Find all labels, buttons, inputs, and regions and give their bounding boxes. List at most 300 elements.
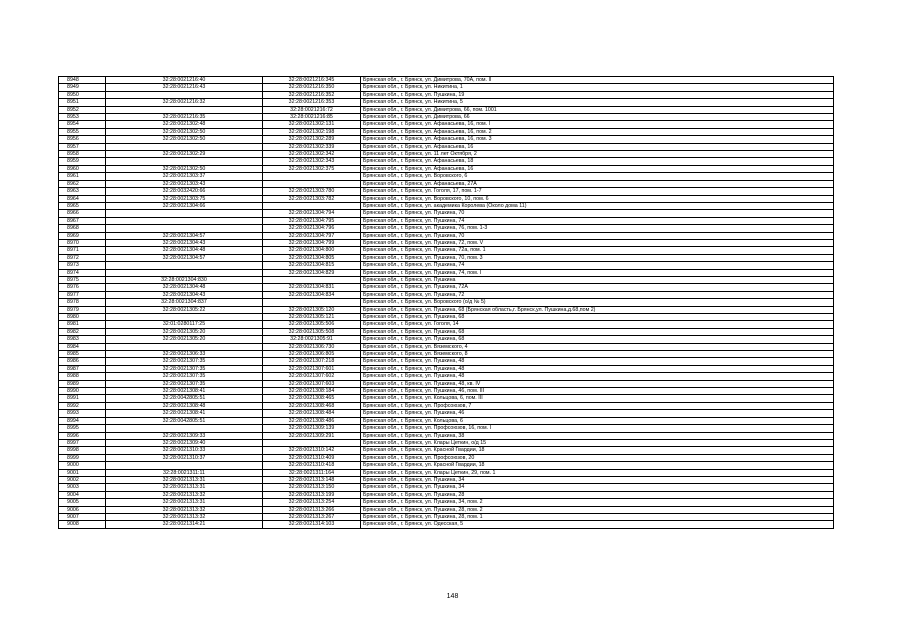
table-row xyxy=(59,217,834,224)
building-number-cell: 32:28:0021304:796 xyxy=(263,225,361,232)
building-number-cell xyxy=(263,180,361,187)
address-cell: Брянская обл., г. Брянск, ул. Пушкина, 68 xyxy=(361,328,834,335)
table-row xyxy=(59,439,834,446)
building-number-cell: 32:28:0021304:805 xyxy=(263,254,361,261)
building-number-cell: 32:28:0021303:782 xyxy=(263,195,361,202)
parcel-number-cell: 32:28:0021311:11 xyxy=(106,469,263,476)
parcel-number-cell: 32:28:0021216:32 xyxy=(106,99,263,106)
row-number-cell: 8977 xyxy=(59,291,106,298)
row-number-cell: 8970 xyxy=(59,239,106,246)
row-number-cell: 8966 xyxy=(59,210,106,217)
table-row xyxy=(59,188,834,195)
parcel-number-cell: 32:28:0021304:830 xyxy=(106,276,263,283)
address-cell: Брянская обл., г. Брянск, ул. Пушкина, 19 xyxy=(361,91,834,98)
row-number-cell: 8995 xyxy=(59,425,106,432)
address-cell: Брянская обл., г. Брянск, ул. Пушкина, 34 xyxy=(361,484,834,491)
row-number-cell: 8974 xyxy=(59,269,106,276)
table-row xyxy=(59,276,834,283)
parcel-number-cell xyxy=(106,225,263,232)
address-cell: Брянская обл., г. Брянск, ул. Воровского, 10, пом. 6 xyxy=(361,195,834,202)
row-number-cell: 9008 xyxy=(59,521,106,528)
table-row xyxy=(59,106,834,113)
row-number-cell: 8988 xyxy=(59,373,106,380)
address-cell: Брянская обл., г. Брянск, ул. Пушкина, 72а, пом. 1 xyxy=(361,247,834,254)
building-number-cell: 32:28:0021313:266 xyxy=(263,506,361,513)
address-cell: Брянская обл., г. Брянск, ул. Афанасьева, 16, пом. 3 xyxy=(361,136,834,143)
building-number-cell: 32:28:0021307:601 xyxy=(263,365,361,372)
table-row xyxy=(59,239,834,246)
building-number-cell: 32:28:0021302:131 xyxy=(263,121,361,128)
building-number-cell: 32:28:0021304:834 xyxy=(263,291,361,298)
parcel-number-cell xyxy=(106,262,263,269)
row-number-cell: 9000 xyxy=(59,462,106,469)
building-number-cell xyxy=(263,173,361,180)
parcel-number-cell: 32:28:0021309:33 xyxy=(106,432,263,439)
building-number-cell: 32:28:0021310:409 xyxy=(263,454,361,461)
table-row xyxy=(59,84,834,91)
building-number-cell: 32:28:0021302:289 xyxy=(263,136,361,143)
table-row xyxy=(59,513,834,520)
parcel-number-cell: 32:28:0021304:66 xyxy=(106,202,263,209)
address-cell: Брянская обл., г. Брянск, ул. Пушкина, 34 xyxy=(361,476,834,483)
building-number-cell: 32:28:0021216:352 xyxy=(263,91,361,98)
row-number-cell: 8957 xyxy=(59,143,106,150)
table-row xyxy=(59,417,834,424)
parcel-number-cell: 32:28:0021304:48 xyxy=(106,284,263,291)
page-number: 148 xyxy=(446,593,459,600)
row-number-cell: 8981 xyxy=(59,321,106,328)
parcel-number-cell: 32:28:0021302:48 xyxy=(106,121,263,128)
parcel-number-cell xyxy=(106,314,263,321)
building-number-cell: 32:28:0021309:139 xyxy=(263,425,361,432)
address-cell: Брянская обл., г. Брянск, ул. Клары Цеткин, о/д 15 xyxy=(361,439,834,446)
building-number-cell: 32:28:0021304:800 xyxy=(263,247,361,254)
row-number-cell: 8978 xyxy=(59,299,106,306)
parcel-number-cell: 32:28:0021303:75 xyxy=(106,195,263,202)
parcel-number-cell: 32:28:0021216:43 xyxy=(106,84,263,91)
table-row xyxy=(59,425,834,432)
parcel-number-cell xyxy=(106,106,263,113)
address-cell: Брянская обл., г. Брянск, ул. Пушкина, 28, пом. 2 xyxy=(361,506,834,513)
table-row xyxy=(59,165,834,172)
table-row xyxy=(59,388,834,395)
address-cell: Брянская обл., г. Брянск, ул. Пушкина, 74 xyxy=(361,262,834,269)
address-cell: Брянская обл., г. Брянск, ул. Кольцова, 6 xyxy=(361,417,834,424)
row-number-cell: 9001 xyxy=(59,469,106,476)
address-cell: Брянская обл., г. Брянск, ул. Пушкина, 74, пом. I xyxy=(361,269,834,276)
address-cell: Брянская обл., г. Брянск, ул. 11 лет Октября, 2 xyxy=(361,151,834,158)
building-number-cell: 32:28:0021216:85 xyxy=(263,114,361,121)
row-number-cell: 9007 xyxy=(59,513,106,520)
parcel-number-cell: 32:28:0021216:40 xyxy=(106,77,263,84)
row-number-cell: 8955 xyxy=(59,128,106,135)
building-number-cell: 32:28:0021307:218 xyxy=(263,358,361,365)
row-number-cell: 8950 xyxy=(59,91,106,98)
parcel-number-cell: 32:28:0021310:33 xyxy=(106,447,263,454)
table-row xyxy=(59,180,834,187)
parcel-number-cell: 32:28:0021307:35 xyxy=(106,365,263,372)
row-number-cell: 8965 xyxy=(59,202,106,209)
parcel-number-cell: 32:28:0021308:48 xyxy=(106,402,263,409)
table-row xyxy=(59,365,834,372)
row-number-cell: 8953 xyxy=(59,114,106,121)
row-number-cell: 8960 xyxy=(59,165,106,172)
table-row xyxy=(59,202,834,209)
row-number-cell: 8954 xyxy=(59,121,106,128)
row-number-cell: 8971 xyxy=(59,247,106,254)
address-cell: Брянская обл., г. Брянск, ул. Пушкина, 70 xyxy=(361,232,834,239)
parcel-number-cell: 32:28:0042805:51 xyxy=(106,395,263,402)
table-row xyxy=(59,143,834,150)
building-number-cell xyxy=(263,276,361,283)
parcel-number-cell: 32:28:0021305:20 xyxy=(106,336,263,343)
address-cell: Брянская обл., г. Брянск, ул. Димитрова, 66, пом. 1001 xyxy=(361,106,834,113)
address-cell: Брянская обл., г. Брянск, ул. Воровского (о/д № 5) xyxy=(361,299,834,306)
row-number-cell: 8991 xyxy=(59,395,106,402)
address-cell: Брянская обл., г. Брянск, ул. Вяземского, 4 xyxy=(361,343,834,350)
building-number-cell: 32:28:0021308:465 xyxy=(263,395,361,402)
table-row xyxy=(59,291,834,298)
address-cell: Брянская обл., г. Брянск, ул. Пушкина, 68 xyxy=(361,314,834,321)
building-number-cell: 32:28:0021216:72 xyxy=(263,106,361,113)
row-number-cell: 8987 xyxy=(59,365,106,372)
table-row xyxy=(59,232,834,239)
row-number-cell: 8964 xyxy=(59,195,106,202)
building-number-cell: 32:28:0021308:486 xyxy=(263,417,361,424)
address-cell: Брянская обл., г. Брянск, ул. Афанасьева, 27А xyxy=(361,180,834,187)
row-number-cell: 8992 xyxy=(59,402,106,409)
parcel-number-cell: 32:28:0021304:57 xyxy=(106,254,263,261)
building-number-cell: 32:28:0021308:184 xyxy=(263,388,361,395)
building-number-cell: 32:28:0021307:603 xyxy=(263,380,361,387)
address-cell: Брянская обл., г. Брянск, ул. Клары Цеткин, 29, пом. 1 xyxy=(361,469,834,476)
building-number-cell: 32:28:0021216:353 xyxy=(263,99,361,106)
table-row xyxy=(59,351,834,358)
parcel-number-cell: 32:28:0021313:32 xyxy=(106,513,263,520)
parcel-number-cell xyxy=(106,143,263,150)
building-number-cell: 32:28:0021303:780 xyxy=(263,188,361,195)
table-row xyxy=(59,476,834,483)
parcel-number-cell xyxy=(106,269,263,276)
parcel-number-cell: 32:28:0032420:66 xyxy=(106,188,263,195)
table-row xyxy=(59,247,834,254)
address-cell: Брянская обл., г. Брянск, ул. Пушкина, 46, пом. III xyxy=(361,388,834,395)
row-number-cell: 9006 xyxy=(59,506,106,513)
building-number-cell: 32:28:0021216:350 xyxy=(263,84,361,91)
parcel-number-cell xyxy=(106,210,263,217)
parcel-number-cell: 32:28:0021302:50 xyxy=(106,165,263,172)
row-number-cell: 8968 xyxy=(59,225,106,232)
building-number-cell: 32:28:0021304:794 xyxy=(263,210,361,217)
parcel-number-cell xyxy=(106,462,263,469)
row-number-cell: 8990 xyxy=(59,388,106,395)
address-cell: Брянская обл., г. Брянск, ул. Профсоюзов, 20 xyxy=(361,454,834,461)
row-number-cell: 8993 xyxy=(59,410,106,417)
row-number-cell: 8969 xyxy=(59,232,106,239)
table-row xyxy=(59,321,834,328)
table-row xyxy=(59,402,834,409)
table-row xyxy=(59,173,834,180)
building-number-cell: 32:28:0021302:342 xyxy=(263,151,361,158)
address-cell: Брянская обл., г. Брянск, ул. Пушкина, 72 xyxy=(361,291,834,298)
parcel-number-cell: 32:28:0021304:43 xyxy=(106,291,263,298)
building-number-cell: 32:28:0021307:602 xyxy=(263,373,361,380)
parcel-number-cell: 32:28:0021303:43 xyxy=(106,180,263,187)
address-cell: Брянская обл., г. Брянск, ул. Пушкина, 68 xyxy=(361,336,834,343)
address-cell: Брянская обл., г. Брянск, ул. Гоголя, 14 xyxy=(361,321,834,328)
building-number-cell: 32:28:0021313:150 xyxy=(263,484,361,491)
address-cell: Брянская обл., г. Брянск, ул. Димитрова, 66 xyxy=(361,114,834,121)
table-row xyxy=(59,410,834,417)
parcel-number-cell: 32:28:0042805:51 xyxy=(106,417,263,424)
building-number-cell: 32:28:0021313:148 xyxy=(263,476,361,483)
address-cell: Брянская обл., г. Брянск, ул. Профсоюзов, 16, пом. I xyxy=(361,425,834,432)
row-number-cell: 8975 xyxy=(59,276,106,283)
table-row xyxy=(59,358,834,365)
row-number-cell: 8996 xyxy=(59,432,106,439)
building-number-cell: 32:28:0021302:343 xyxy=(263,158,361,165)
parcel-number-cell: 32:28:0021304:837 xyxy=(106,299,263,306)
parcel-number-cell: 32:28:0021310:37 xyxy=(106,454,263,461)
parcel-number-cell xyxy=(106,343,263,350)
parcel-number-cell: 32:28:0021313:31 xyxy=(106,499,263,506)
property-table xyxy=(58,76,834,529)
table-row xyxy=(59,136,834,143)
parcel-number-cell: 32:28:0021309:40 xyxy=(106,439,263,446)
building-number-cell: 32:28:0021304:797 xyxy=(263,232,361,239)
parcel-number-cell xyxy=(106,217,263,224)
table-row xyxy=(59,262,834,269)
building-number-cell: 32:28:0021309:291 xyxy=(263,432,361,439)
parcel-number-cell: 32:28:0021306:33 xyxy=(106,351,263,358)
row-number-cell: 9002 xyxy=(59,476,106,483)
table-row xyxy=(59,114,834,121)
row-number-cell: 8972 xyxy=(59,254,106,261)
address-cell: Брянская обл., г. Брянск, ул. Пушкина, 28 xyxy=(361,491,834,498)
row-number-cell: 8994 xyxy=(59,417,106,424)
building-number-cell: 32:28:0021308:484 xyxy=(263,410,361,417)
building-number-cell xyxy=(263,439,361,446)
parcel-number-cell: 32:28:0021304:48 xyxy=(106,247,263,254)
table-row xyxy=(59,373,834,380)
address-cell: Брянская обл., г. Брянск, ул. Афанасьева, 16 xyxy=(361,165,834,172)
row-number-cell: 8967 xyxy=(59,217,106,224)
building-number-cell: 32:28:0021304:815 xyxy=(263,262,361,269)
address-cell: Брянская обл., г. Брянск, ул. Димитрова, 70А, пом. II xyxy=(361,77,834,84)
building-number-cell: 32:28:0021304:795 xyxy=(263,217,361,224)
table-row xyxy=(59,99,834,106)
parcel-number-cell: 32:01:0280117:25 xyxy=(106,321,263,328)
table-row xyxy=(59,128,834,135)
row-number-cell: 8998 xyxy=(59,447,106,454)
table-row xyxy=(59,195,834,202)
parcel-number-cell: 32:28:0021313:31 xyxy=(106,476,263,483)
table-row xyxy=(59,499,834,506)
address-cell: Брянская обл., г. Брянск, ул. Красной Гвардии, 18 xyxy=(361,447,834,454)
parcel-number-cell: 32:28:0021302:29 xyxy=(106,151,263,158)
table-row xyxy=(59,158,834,165)
table-row xyxy=(59,336,834,343)
row-number-cell: 8948 xyxy=(59,77,106,84)
address-cell: Брянская обл., г. Брянск, ул. Пушкина, 48 xyxy=(361,373,834,380)
address-cell: Брянская обл., г. Брянск, ул. Пушкина, 48, кв. IV xyxy=(361,380,834,387)
parcel-number-cell: 32:28:0021305:22 xyxy=(106,306,263,313)
building-number-cell: 32:28:0021305:120 xyxy=(263,306,361,313)
address-cell: Брянская обл., г. Брянск, ул. Пушкина, 34, пом. 2 xyxy=(361,499,834,506)
address-cell: Брянская обл., г. Брянск, ул. Афанасьева, 16, пом. I xyxy=(361,121,834,128)
row-number-cell: 9003 xyxy=(59,484,106,491)
table-row xyxy=(59,269,834,276)
address-cell: Брянская обл., г. Брянск, ул. Пушкина, 76, пом. 1-3 xyxy=(361,225,834,232)
address-cell: Брянская обл., г. Брянск, ул. Никитина, 1 xyxy=(361,84,834,91)
table-row xyxy=(59,484,834,491)
address-cell: Брянская обл., г. Брянск, ул. Пушкина, 28, пом. 1 xyxy=(361,513,834,520)
building-number-cell xyxy=(263,299,361,306)
parcel-number-cell: 32:28:0021308:41 xyxy=(106,388,263,395)
parcel-number-cell: 32:28:0021313:31 xyxy=(106,484,263,491)
building-number-cell: 32:28:0021308:468 xyxy=(263,402,361,409)
building-number-cell: 32:28:0021305:121 xyxy=(263,314,361,321)
building-number-cell: 32:28:0021216:345 xyxy=(263,77,361,84)
address-cell: Брянская обл., г. Брянск, ул. Пушкина xyxy=(361,276,834,283)
building-number-cell: 32:28:0021311:164 xyxy=(263,469,361,476)
address-cell: Брянская обл., г. Брянск, ул. Афанасьева, 16 xyxy=(361,143,834,150)
row-number-cell: 8961 xyxy=(59,173,106,180)
table-row xyxy=(59,306,834,313)
table-row xyxy=(59,210,834,217)
parcel-number-cell: 32:28:0021308:41 xyxy=(106,410,263,417)
row-number-cell: 8997 xyxy=(59,439,106,446)
address-cell: Брянская обл., г. Брянск, ул. Пушкина, 72, пом. V xyxy=(361,239,834,246)
building-number-cell: 32:28:0021304:829 xyxy=(263,269,361,276)
table-row xyxy=(59,151,834,158)
row-number-cell: 8959 xyxy=(59,158,106,165)
row-number-cell: 8983 xyxy=(59,336,106,343)
parcel-number-cell: 32:28:0021305:20 xyxy=(106,328,263,335)
building-number-cell: 32:28:0021314:103 xyxy=(263,521,361,528)
row-number-cell: 8949 xyxy=(59,84,106,91)
row-number-cell: 8951 xyxy=(59,99,106,106)
address-cell: Брянская обл., г. Брянск, ул. Кольцова, 6, пом. III xyxy=(361,395,834,402)
address-cell: Брянская обл., г. Брянск, ул. Вяземского, 8 xyxy=(361,351,834,358)
row-number-cell: 8962 xyxy=(59,180,106,187)
row-number-cell: 8952 xyxy=(59,106,106,113)
parcel-number-cell: 32:28:0021307:35 xyxy=(106,358,263,365)
row-number-cell: 8958 xyxy=(59,151,106,158)
address-cell: Брянская обл., г. Брянск, ул. Пушкина, 38 xyxy=(361,432,834,439)
table-row xyxy=(59,462,834,469)
address-cell: Брянская обл., г. Брянск, ул. Пушкина, 74 xyxy=(361,217,834,224)
address-cell: Брянская обл., г. Брянск, ул. Пушкина, 46 xyxy=(361,410,834,417)
row-number-cell: 9004 xyxy=(59,491,106,498)
building-number-cell: 32:28:0021313:254 xyxy=(263,499,361,506)
table-row xyxy=(59,469,834,476)
row-number-cell: 8979 xyxy=(59,306,106,313)
table-row xyxy=(59,225,834,232)
parcel-number-cell: 32:28:0021303:37 xyxy=(106,173,263,180)
address-cell: Брянская обл., г. Брянск, ул. академика Королева (Около дома 11) xyxy=(361,202,834,209)
building-number-cell: 32:28:0021304:799 xyxy=(263,239,361,246)
parcel-number-cell: 32:28:0021314:21 xyxy=(106,521,263,528)
row-number-cell: 8999 xyxy=(59,454,106,461)
table-row xyxy=(59,454,834,461)
table-row xyxy=(59,91,834,98)
parcel-number-cell xyxy=(106,91,263,98)
table-row xyxy=(59,343,834,350)
address-cell: Брянская обл., г. Брянск, ул. Пушкина, 70, пом. 3 xyxy=(361,254,834,261)
building-number-cell: 32:28:0021313:199 xyxy=(263,491,361,498)
table-row xyxy=(59,314,834,321)
building-number-cell: 32:28:0021302:198 xyxy=(263,128,361,135)
table-row xyxy=(59,284,834,291)
building-number-cell: 32:28:0021310:418 xyxy=(263,462,361,469)
address-cell: Брянская обл., г. Брянск, ул. Никитина, 5 xyxy=(361,99,834,106)
parcel-number-cell xyxy=(106,158,263,165)
table-row xyxy=(59,121,834,128)
table-row xyxy=(59,447,834,454)
row-number-cell: 8973 xyxy=(59,262,106,269)
table-row xyxy=(59,506,834,513)
address-cell: Брянская обл., г. Брянск, ул. Пушкина, 48 xyxy=(361,358,834,365)
table-row xyxy=(59,491,834,498)
row-number-cell: 8963 xyxy=(59,188,106,195)
parcel-number-cell: 32:28:0021304:57 xyxy=(106,232,263,239)
address-cell: Брянская обл., г. Брянск, ул. Пушкина, 72А xyxy=(361,284,834,291)
table-row xyxy=(59,299,834,306)
table-row xyxy=(59,380,834,387)
table-row xyxy=(59,77,834,84)
address-cell: Брянская обл., г. Брянск, ул. Гоголя, 17, пом. 1-7 xyxy=(361,188,834,195)
parcel-number-cell: 32:28:0021302:50 xyxy=(106,128,263,135)
building-number-cell: 32:28:0021306:730 xyxy=(263,343,361,350)
address-cell: Брянская обл., г. Брянск, ул. Пушкина, 68 (Брянская область,г. Брянск,ул. Пушкина,д.68,пом 2) xyxy=(361,306,834,313)
row-number-cell: 9005 xyxy=(59,499,106,506)
row-number-cell: 8985 xyxy=(59,351,106,358)
address-cell: Брянская обл., г. Брянск, ул. Воровского, 6 xyxy=(361,173,834,180)
building-number-cell: 32:28:0021304:831 xyxy=(263,284,361,291)
building-number-cell: 32:28:0021305:508 xyxy=(263,328,361,335)
building-number-cell: 32:28:0021306:805 xyxy=(263,351,361,358)
parcel-number-cell: 32:28:0021307:35 xyxy=(106,373,263,380)
address-cell: Брянская обл., г. Брянск, ул. Пушкина, 70 xyxy=(361,210,834,217)
row-number-cell: 8980 xyxy=(59,314,106,321)
address-cell: Брянская обл., г. Брянск, ул. Профсоюзов, 7 xyxy=(361,402,834,409)
address-cell: Брянская обл., г. Брянск, ул. Афанасьева, 16, пом. 2 xyxy=(361,128,834,135)
building-number-cell: 32:28:0021302:339 xyxy=(263,143,361,150)
row-number-cell: 8986 xyxy=(59,358,106,365)
row-number-cell: 8984 xyxy=(59,343,106,350)
parcel-number-cell: 32:28:0021313:32 xyxy=(106,491,263,498)
parcel-number-cell xyxy=(106,425,263,432)
address-cell: Брянская обл., г. Брянск, ул. Одесская, 5 xyxy=(361,521,834,528)
parcel-number-cell: 32:28:0021216:35 xyxy=(106,114,263,121)
row-number-cell: 8982 xyxy=(59,328,106,335)
parcel-number-cell: 32:28:0021307:35 xyxy=(106,380,263,387)
row-number-cell: 8976 xyxy=(59,284,106,291)
table-row xyxy=(59,328,834,335)
row-number-cell: 8956 xyxy=(59,136,106,143)
row-number-cell: 8989 xyxy=(59,380,106,387)
property-table-body xyxy=(59,77,834,529)
address-cell: Брянская обл., г. Брянск, ул. Красной Гвардии, 18 xyxy=(361,462,834,469)
table-row xyxy=(59,521,834,528)
table-row xyxy=(59,432,834,439)
parcel-number-cell: 32:28:0021302:50 xyxy=(106,136,263,143)
building-number-cell: 32:28:0021302:375 xyxy=(263,165,361,172)
building-number-cell xyxy=(263,202,361,209)
address-cell: Брянская обл., г. Брянск, ул. Афанасьева, 18 xyxy=(361,158,834,165)
table-row xyxy=(59,395,834,402)
